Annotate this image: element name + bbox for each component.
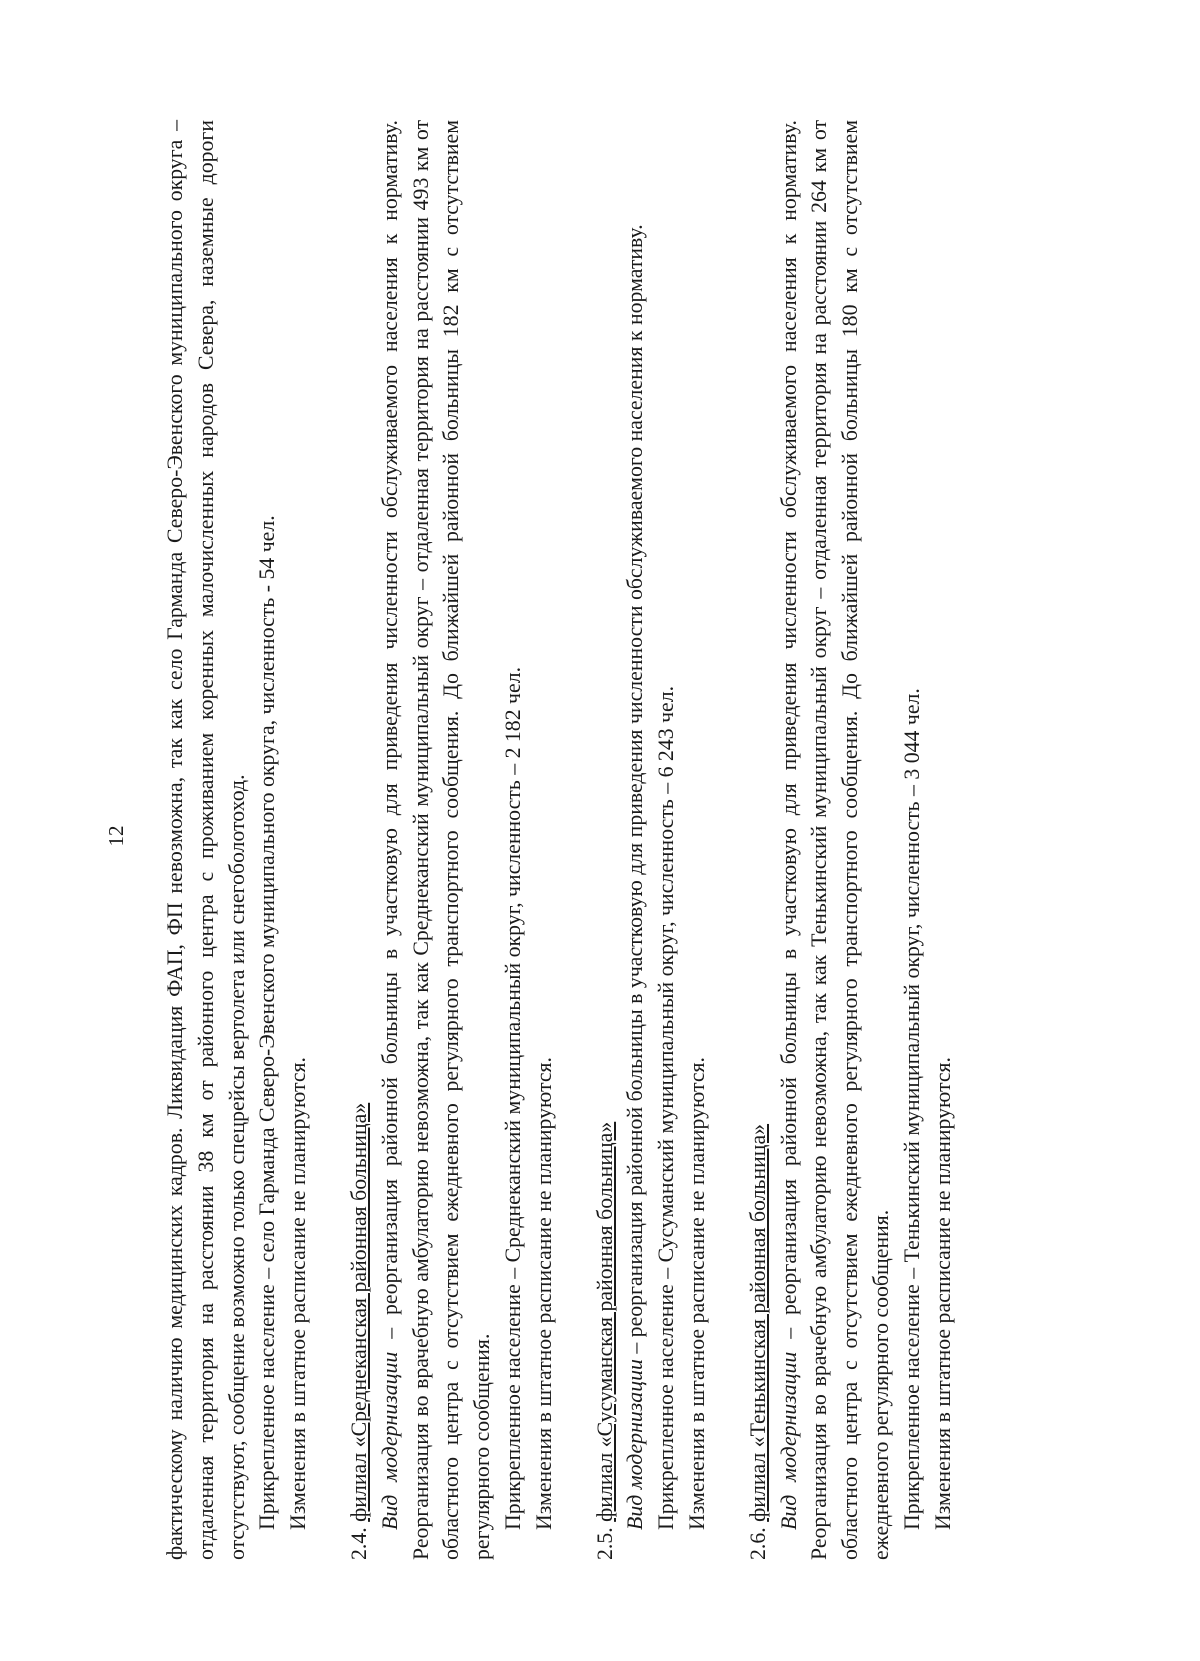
section-title: филиал «Среднеканская районная больница»: [346, 1102, 371, 1522]
section-heading: [743, 120, 774, 1560]
section-population: Прикрепленное население – Сусуманский муниципальный округ, численность – 6 243 чел.: [654, 685, 679, 1530]
intro-population: Прикрепленное население – село Гарманда Северо-Эвенского муниципального округа, численность - 54 чел.: [255, 515, 280, 1530]
section-body: – реорганизация районной больницы в участковую для приведения численности обслуживаемого населения к нормативу.: [623, 224, 648, 1360]
section-population: Прикрепленное население – Тенькинский муниципальный округ, численность – 3 044 чел.: [899, 688, 924, 1530]
page-number: 12: [104, 825, 128, 847]
section-heading: [590, 120, 621, 1560]
section-staff: Изменения в штатное расписание не планируются.: [930, 1057, 955, 1530]
section-text: [620, 120, 651, 1560]
section-title: филиал «Сусуманская районная больница»: [592, 1121, 617, 1522]
section-heading: [344, 120, 375, 1560]
section-staff: Изменения в штатное расписание не планируются.: [531, 1057, 556, 1530]
section-population: Прикрепленное население – Среднеканский муниципальный округ, численность – 2 182 чел.: [500, 666, 525, 1530]
section-body: – реорганизация районной больницы в участковую для приведения численности обслуживаемого населения к нормативу. Реорганизация во врачебную амбулаторию невозможна, так как Среднеканский муниципальный округ – отдаленная территория на расстоянии 493 км от областного центра с отсутствием ежедневного регулярного транспортного сообщения. До ближайшей районной больницы 182 км с отсутствием регулярного сообщения.: [377, 120, 495, 1560]
modernization-label: Вид модернизации: [776, 1351, 801, 1530]
section-text: [774, 120, 897, 1560]
section-staff: Изменения в штатное расписание не планируются.: [684, 1057, 709, 1530]
modernization-label: Вид модернизации: [377, 1351, 402, 1530]
document-body: [160, 120, 958, 1560]
section-body: – реорганизация районной больницы в участковую для приведения численности обслуживаемого населения к нормативу. Реорганизация во врачебную амбулаторию невозможна, так как Тенькинский муниципальный округ – отдаленная территория на расстоянии 264 км от областного центра с отсутствием ежедневного регулярного транспортного сообщения. До ближайшей районной больницы 180 км с отсутствием ежедневного регулярного сообщения.: [776, 120, 893, 1560]
section-number: 2.5.: [592, 1527, 617, 1560]
section-text: [375, 120, 498, 1560]
section-title: филиал «Тенькинская районная больница»: [745, 1123, 770, 1522]
intro-paragraph: фактическому наличию медицинских кадров. Ликвидация ФАП, ФП невозможна, так как село Гарманда Северо-Эвенского муниципального округа – отдаленная территория на расстоянии 38 км от районного центра с проживанием коренных малочисленных народов Севера, наземные дороги отсутствуют, сообщение возможно только спецрейсы вертолета или снегоболотоход.: [163, 120, 249, 1560]
section-number: 2.4.: [346, 1527, 371, 1560]
modernization-label: Вид модернизации: [623, 1359, 648, 1530]
intro-staff: Изменения в штатное расписание не планируются.: [286, 1057, 311, 1530]
section-number: 2.6.: [745, 1527, 770, 1560]
